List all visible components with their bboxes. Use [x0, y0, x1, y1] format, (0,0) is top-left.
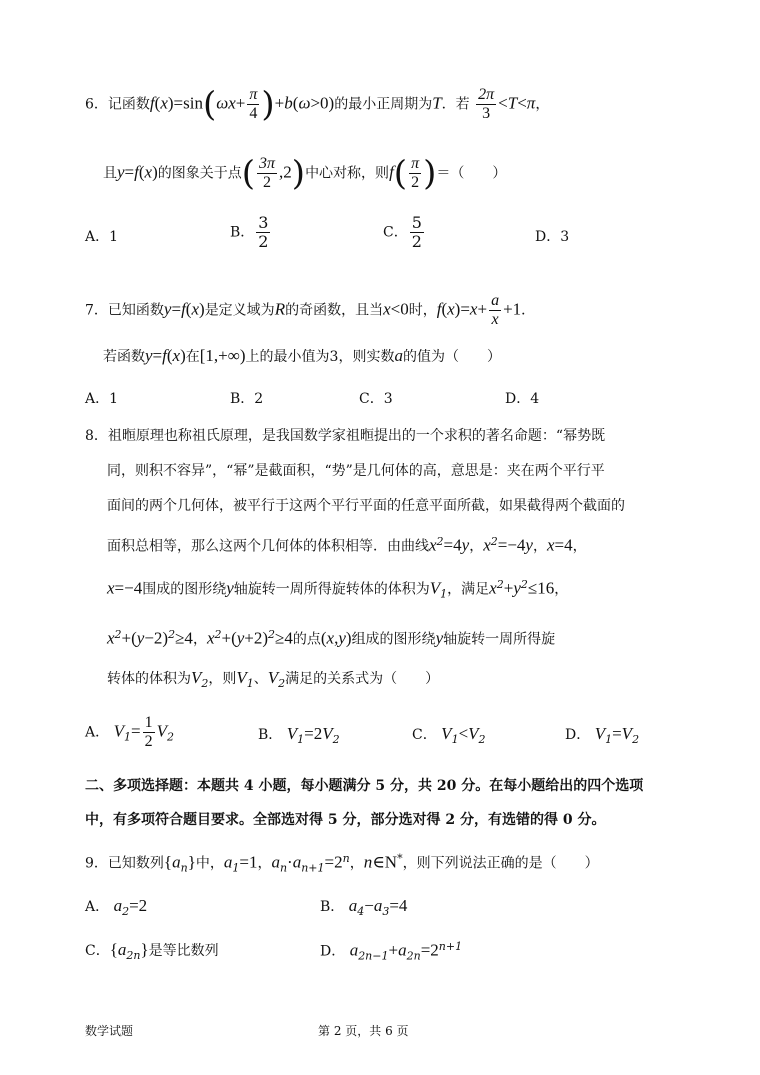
- q6-option-b: B． $\frac{3}{2}$: [230, 213, 269, 251]
- q6-option-a: A．1: [85, 229, 119, 245]
- q6-line1: 6．记函数f(x)=sin(ωx+ $\frac{\pi}{4}$ )+b(ω>0)的最小正周期为T．若 $\frac{2\pi}{3}$ <T<π，: [85, 84, 550, 125]
- q7-line2: 若函数y=f(x)在[1,+∞)上的最小值为3，则实数a的值为（ ）: [103, 346, 501, 365]
- q7-option-d: D．4: [505, 391, 540, 407]
- q7-a-over-x: $\frac{a}{x}$: [491, 292, 500, 328]
- q6-three-pi-over-2: $\frac{3\pi}{2}$: [259, 155, 276, 191]
- q8-line6: $x^2+(y-2)^2\ge 4$，$x^2+(y+2)^2\ge 4$的点(x,y)组成的图形绕y轴旋转一周所得旋: [107, 628, 556, 648]
- q6-mid: 的最小正周期为: [334, 96, 433, 113]
- q6-number: 6．: [85, 96, 108, 113]
- q6-prefix: 记函数: [107, 96, 150, 113]
- q7-line1: 7．已知函数y=f(x)是定义域为R的奇函数，且当x<0时，f(x)=x+ $\frac{a}{x}$ +1．: [85, 292, 536, 328]
- q9-option-d: D． $a_{2n-1}+a_{2n}=2^{n+1}$: [320, 940, 463, 963]
- q9-option-c: C．$\{a_{2n}\}$是等比数列: [85, 940, 219, 962]
- q7-option-c: C．3: [359, 391, 393, 407]
- q6-two-pi-over-3: $\frac{2\pi}{3}$: [478, 86, 495, 122]
- q9-option-b: B． $a_4-a_3=4$: [320, 896, 408, 918]
- q8-option-b: B． $V_1=2V_2$: [258, 724, 340, 746]
- q8-line3: 面间的两个几何体，被平行于这两个平行平面的任意平面所截，如果截得两个截面的: [107, 498, 625, 514]
- q8-line2: 同，则积不容异”，“幂”是截面积，“势”是几何体的高，意思是：夹在两个平行平: [107, 463, 605, 479]
- q9-line1: 9．已知数列$\{a_n\}$中，$a_1=1$，$a_n\cdot a_{n+1}=2^n$，n∈N*，则下列说法正确的是（ ）: [85, 852, 599, 875]
- q6-option-c: C． $\frac{5}{2}$: [383, 213, 422, 251]
- q8-line4: 面积总相等，那么这两个几何体的体积相等．由曲线$x^2=4y$，$x^2=-4y$，x=4，: [107, 535, 587, 555]
- section2-heading-line2: 中，有多项符合题目要求。全部选对得 5 分，部分选对得 2 分，有选错的得 0 分。: [85, 812, 606, 828]
- q6-option-d: D．3: [535, 229, 570, 245]
- q8-option-d: D． $V_1=V_2$: [565, 724, 640, 746]
- section2-heading-line1: 二、多项选择题：本题共 4 小题，每小题满分 5 分，共 20 分。在每小题给出的四个选项: [85, 778, 644, 794]
- q8-line5: x=−4围成的图形绕y轴旋转一周所得旋转体的体积为$V_1$，满足$x^2+y^2\le 16$，: [107, 578, 569, 601]
- q8-option-c: C． $V_1<V_2$: [412, 724, 486, 746]
- q8-line1: 8．祖暅原理也称祖氏原理，是我国数学家祖暅提出的一个求积的著名命题：“幂势既: [85, 428, 606, 444]
- q6-line2: 且y=f(x)的图象关于点( $\frac{3\pi}{2}$ ,2)中心对称，则f( $\frac{\pi}{2}$ )＝（ ）: [103, 153, 507, 194]
- q7-option-a: A．1: [85, 391, 119, 407]
- q8-option-a: A． $V_1=$ $\frac{1}{2}$ $V_2$: [85, 714, 174, 750]
- q7-option-b: B．2: [230, 391, 264, 407]
- footer-page-number: 第 2 页，共 6 页: [318, 1024, 409, 1038]
- q6-pi-over-2: $\frac{\pi}{2}$: [411, 155, 420, 191]
- footer-subject: 数学试题: [85, 1024, 134, 1038]
- q8-line7: 转体的体积为$V_2$，则$V_1$、$V_2$满足的关系式为（ ）: [107, 668, 440, 690]
- q6-pi-over-4: $\frac{\pi}{4}$: [249, 86, 258, 122]
- q6-function-expr: f: [149, 93, 155, 113]
- q9-option-a: A． $a_2=2$: [85, 896, 148, 918]
